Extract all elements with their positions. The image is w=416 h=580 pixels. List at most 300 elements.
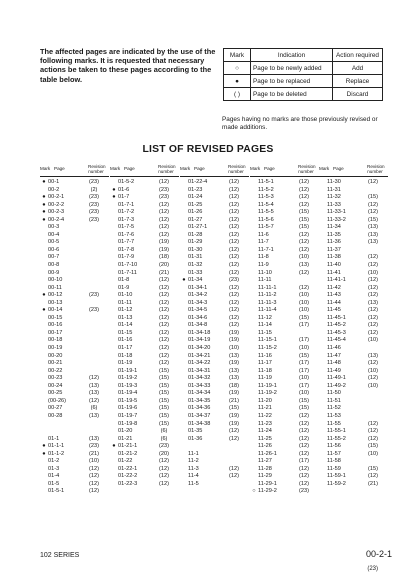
revision-number: (12) <box>159 299 169 306</box>
page-row <box>319 209 388 217</box>
page-row <box>110 307 179 315</box>
page-id: 00-2-4 <box>48 216 65 223</box>
revision-number: (12) <box>229 307 239 314</box>
revision-number: (19) <box>229 390 239 397</box>
revision-note: Pages having no marks are those previously revised or made additions. <box>222 116 378 131</box>
page-row <box>250 413 319 421</box>
page-row <box>250 390 319 398</box>
revision-number: (13) <box>368 299 378 306</box>
revision-number: (12) <box>229 473 239 480</box>
page-row <box>250 428 319 436</box>
revision-mark: ● <box>112 186 116 193</box>
page-row <box>180 345 249 353</box>
revision-number: (23) <box>89 443 99 450</box>
page-id: 00-13 <box>48 299 63 306</box>
legend-mark-replace: ● <box>224 75 251 88</box>
page-id: 00-24 <box>48 382 63 389</box>
page-id: 01-34-2 <box>188 292 208 299</box>
page-id: 11-11 <box>258 277 272 284</box>
page-id: 11-55-1 <box>327 428 346 435</box>
page-id: 01-34-31 <box>188 367 211 374</box>
revision-number: (12) <box>299 443 309 450</box>
page-id: 00-18 <box>48 337 63 344</box>
page-id: 01-2 <box>48 458 60 465</box>
page-id: 00-1 <box>48 179 60 185</box>
revision-number: (12) <box>299 480 309 487</box>
column-header <box>40 162 109 177</box>
revision-number: (10) <box>368 450 378 457</box>
page-row <box>250 443 319 451</box>
page-id: 01-27-1 <box>188 224 208 231</box>
legend-mark-discard: ( ) <box>224 88 251 101</box>
page-id: 01-23 <box>188 186 203 193</box>
page-id: (00-26) <box>48 397 67 404</box>
page-row <box>40 436 109 444</box>
page-id: 01-14 <box>118 322 133 329</box>
page-id: 11-1 <box>188 450 199 457</box>
header-page: Page <box>54 166 65 171</box>
page-row <box>40 421 109 429</box>
revision-number: (12) <box>229 299 239 306</box>
page-id: 00-19 <box>48 345 63 352</box>
page-id: 01-26 <box>188 209 203 216</box>
revision-number: (20) <box>159 450 169 457</box>
revision-number: (23) <box>299 488 309 495</box>
page-row <box>40 428 109 436</box>
revision-number: (12) <box>159 345 169 352</box>
page-id: 11-57 <box>327 450 341 457</box>
header-mark: Mark <box>40 166 51 171</box>
revision-number: (15) <box>159 390 169 397</box>
page-row <box>319 232 388 240</box>
page-row <box>110 194 179 202</box>
page-row <box>319 300 388 308</box>
revision-number: (12) <box>368 277 378 284</box>
revision-number: (10) <box>368 367 378 374</box>
page-id: 01-34-32 <box>188 375 211 382</box>
revision-number: (12) <box>368 314 378 321</box>
legend-action-replace: Replace <box>333 75 383 88</box>
page-id: 01-33 <box>188 269 203 276</box>
page-id: 11-31 <box>327 186 341 193</box>
page-row <box>319 390 388 398</box>
revision-number: (12) <box>299 435 309 442</box>
page-row <box>180 368 249 376</box>
page-row <box>110 390 179 398</box>
page-id: 00-4 <box>48 231 60 238</box>
page-id: 01-18 <box>118 352 133 359</box>
page-id: 00-2 <box>48 186 60 193</box>
page-row <box>110 217 179 225</box>
page-row <box>110 330 179 338</box>
revision-number: (12) <box>159 216 169 223</box>
column-header <box>180 162 249 177</box>
page-row <box>40 473 109 481</box>
revision-number: (12) <box>229 194 239 201</box>
revision-number: (12) <box>159 458 169 465</box>
page-id: 11-16 <box>258 352 272 359</box>
page-id: 01-34-33 <box>188 382 211 389</box>
page-row <box>180 202 249 210</box>
page-row <box>180 179 249 187</box>
page-id: 01-30 <box>188 246 203 253</box>
page-row <box>180 315 249 323</box>
revision-mark: ● <box>42 216 46 223</box>
page-id: 11-33-2 <box>327 216 346 223</box>
page-row <box>110 345 179 353</box>
revision-mark: ● <box>42 209 46 216</box>
page-row <box>110 179 179 187</box>
page-row <box>180 254 249 262</box>
page-id: 01-17 <box>118 345 133 352</box>
page-id: 01-5 <box>48 480 60 487</box>
page-id: 11-30 <box>327 179 341 185</box>
page-id: 11-14 <box>258 322 272 329</box>
page-row <box>250 277 319 285</box>
page-row <box>40 202 109 210</box>
page-row <box>319 428 388 436</box>
revision-number: (12) <box>368 329 378 336</box>
page-id: 01-19-4 <box>118 390 138 397</box>
revision-number: (12) <box>229 269 239 276</box>
page-id: 01-7-9 <box>118 254 135 261</box>
page-row <box>180 360 249 368</box>
page-row <box>40 307 109 315</box>
revision-number: (15) <box>229 405 239 412</box>
page-row <box>40 209 109 217</box>
page-row <box>180 436 249 444</box>
revision-number: (12) <box>299 239 309 246</box>
page-row <box>250 262 319 270</box>
page-id: 11-52 <box>327 405 341 412</box>
page-row <box>250 398 319 406</box>
revision-number: (15) <box>159 382 169 389</box>
page-id: 11-49 <box>327 367 341 374</box>
revision-number: (10) <box>299 345 309 352</box>
page-row <box>319 383 388 391</box>
page-row <box>110 270 179 278</box>
revision-number: (10) <box>368 382 378 389</box>
page-id: 01-16 <box>118 337 133 344</box>
page-row <box>180 277 249 285</box>
page-id: 01-7-2 <box>118 209 135 216</box>
page-id: 11-34 <box>327 224 341 231</box>
page-row <box>110 443 179 451</box>
revision-number: (12) <box>299 450 309 457</box>
page-row <box>319 360 388 368</box>
page-id: 01-34-36 <box>188 405 211 412</box>
page-row <box>250 202 319 210</box>
page-row <box>250 458 319 466</box>
revision-mark: ● <box>42 450 46 457</box>
revision-mark: ● <box>42 443 46 450</box>
page-id: 00-6 <box>48 246 60 253</box>
page-row <box>180 209 249 217</box>
page-id: 01-34-22 <box>188 360 211 367</box>
revision-number: (12) <box>299 246 309 253</box>
page-row <box>250 232 319 240</box>
revision-number: (15) <box>299 216 309 223</box>
page-row <box>250 322 319 330</box>
page-row <box>40 277 109 285</box>
page-row <box>110 428 179 436</box>
page-id: 01-34-37 <box>188 412 211 419</box>
page-row <box>250 488 319 496</box>
page-row <box>40 239 109 247</box>
page-row <box>40 285 109 293</box>
pages-column <box>180 179 249 488</box>
revision-number: (20) <box>159 262 169 269</box>
header-revision: Revision number <box>88 164 106 174</box>
page-row <box>40 300 109 308</box>
page-id: 11-35 <box>327 231 341 238</box>
page-id: 11-5-3 <box>258 194 274 201</box>
column-header <box>250 162 319 177</box>
header-revision: Revision number <box>367 164 385 174</box>
page-row <box>110 466 179 474</box>
page-row <box>40 383 109 391</box>
page-id: 01-5-2 <box>118 179 135 185</box>
page-row <box>319 436 388 444</box>
revision-number: (10) <box>89 458 99 465</box>
page-id: 01-4 <box>48 473 60 480</box>
revision-number: (15) <box>368 194 378 201</box>
intro-text: The affected pages are indicated by the use of the following marks. It is requested that necessary actions be taken to these pages according to the table below. <box>40 47 216 84</box>
revision-number: (12) <box>299 473 309 480</box>
revision-number: (12) <box>159 284 169 291</box>
page-id: 00-7 <box>48 254 60 261</box>
revision-number: (12) <box>159 292 169 299</box>
revision-number: (15) <box>159 367 169 374</box>
revision-number: (12) <box>89 488 99 495</box>
page-id: 11-38 <box>327 254 341 261</box>
revision-number: (15) <box>159 405 169 412</box>
revision-number: (23) <box>159 194 169 201</box>
page-id: 01-19-1 <box>118 367 138 374</box>
page-id: 00-2-2 <box>48 201 65 208</box>
page-id: 00-17 <box>48 329 63 336</box>
page-id: 01-34-19 <box>188 337 211 344</box>
revision-number: (12) <box>229 246 239 253</box>
revision-number: (12) <box>229 284 239 291</box>
page-id: 11-22 <box>258 412 272 419</box>
page-row <box>110 405 179 413</box>
revision-number: (13) <box>229 352 239 359</box>
header-page: Page <box>194 166 205 171</box>
page-id: 11-41 <box>327 269 341 276</box>
page-id: 01-32 <box>188 262 203 269</box>
revision-number: (10) <box>229 345 239 352</box>
legend-indication-discard: Page to be deleted <box>251 88 333 101</box>
page-id: 11-49-1 <box>327 375 346 382</box>
revision-number: (13) <box>368 224 378 231</box>
page-id: 01-34-34 <box>188 390 211 397</box>
revision-number: (12) <box>368 209 378 216</box>
revision-number: (12) <box>368 201 378 208</box>
page-id: 01-7-6 <box>118 231 135 238</box>
page-id: 01-9 <box>118 284 130 291</box>
page-row <box>180 390 249 398</box>
revision-number: (10) <box>299 254 309 261</box>
page-row <box>110 458 179 466</box>
page-id: 00-27 <box>48 405 63 412</box>
page-row <box>40 398 109 406</box>
column-header <box>110 162 179 177</box>
page-row <box>319 451 388 459</box>
revision-number: (23) <box>89 201 99 208</box>
revision-number: (18) <box>229 382 239 389</box>
revision-number: (12) <box>159 322 169 329</box>
page-row <box>40 232 109 240</box>
page-row <box>110 209 179 217</box>
revision-number: (12) <box>368 375 378 382</box>
revision-number: (13) <box>229 367 239 374</box>
page-id: 11-5-7 <box>258 224 274 231</box>
page-id: 01-19-5 <box>118 397 138 404</box>
page-id: 11-49-2 <box>327 382 346 389</box>
page-id: 00-21 <box>48 360 63 367</box>
page-id: 11-47 <box>327 352 341 359</box>
page-row <box>110 277 179 285</box>
page-row <box>319 270 388 278</box>
revision-number: (23) <box>89 216 99 223</box>
revision-number: (12) <box>229 179 239 185</box>
revision-number: (12) <box>299 269 309 276</box>
page-row <box>40 247 109 255</box>
page-id: 11-45-2 <box>327 322 346 329</box>
revision-number: (10) <box>299 375 309 382</box>
page-id: 11-11-4 <box>258 307 277 314</box>
page-id: 00-16 <box>48 322 63 329</box>
page-row <box>319 179 388 187</box>
page-id: 11-45-3 <box>327 329 346 336</box>
page-id: 01-34-20 <box>188 345 211 352</box>
revision-number: (15) <box>299 397 309 404</box>
page-id: 01-19-7 <box>118 412 138 419</box>
page-row <box>180 322 249 330</box>
page-row <box>110 292 179 300</box>
revision-number: (12) <box>229 209 239 216</box>
header-revision: Revision number <box>298 164 316 174</box>
page-row <box>40 179 109 187</box>
page-row <box>180 337 249 345</box>
revision-number: (10) <box>368 269 378 276</box>
page-row <box>180 353 249 361</box>
revision-number: (12) <box>159 277 169 284</box>
page-id: 00-3 <box>48 224 60 231</box>
page-row <box>250 270 319 278</box>
page-row <box>110 247 179 255</box>
revision-number: (13) <box>89 390 99 397</box>
page-id: 11-18 <box>258 367 272 374</box>
revised-pages-grid <box>40 162 386 533</box>
page-row <box>319 466 388 474</box>
page-row <box>319 345 388 353</box>
revision-number: (15) <box>368 443 378 450</box>
page-row <box>110 383 179 391</box>
pages-column <box>110 179 179 488</box>
page-row <box>40 224 109 232</box>
page-id: 01-22-2 <box>118 473 138 480</box>
page-id: 11-45-1 <box>327 314 346 321</box>
page-row <box>180 270 249 278</box>
page-id: 01-11 <box>118 299 132 306</box>
revision-mark: ● <box>42 201 46 208</box>
page-id: 01-1-2 <box>48 450 65 457</box>
revision-number: (12) <box>89 397 99 404</box>
page-id: 11-50 <box>327 390 341 397</box>
page-id: 01-35 <box>188 428 203 435</box>
header-revision: Revision number <box>228 164 246 174</box>
page-row <box>180 413 249 421</box>
page-id: 01-21-2 <box>118 450 138 457</box>
page-row <box>319 187 388 195</box>
page-id: 11-51 <box>327 397 341 404</box>
page-row <box>319 194 388 202</box>
page-id: 11-53 <box>327 412 341 419</box>
page-id: 00-20 <box>48 352 63 359</box>
page-id: 00-14 <box>48 307 63 314</box>
page-id: 11-9 <box>258 262 269 269</box>
revision-number: (12) <box>368 307 378 314</box>
page-row <box>180 428 249 436</box>
revision-mark: ● <box>42 307 46 314</box>
revision-number: (23) <box>159 443 169 450</box>
page-id: 11-7 <box>258 239 269 246</box>
pages-column <box>40 179 109 496</box>
page-id: 11-19-2 <box>258 390 277 397</box>
page-row <box>319 202 388 210</box>
page-id: 01-3 <box>48 465 60 472</box>
revision-mark: ● <box>182 277 186 284</box>
page-row <box>180 307 249 315</box>
page-id: 01-5-1 <box>48 488 65 495</box>
revision-number: (15) <box>368 216 378 223</box>
page-id: 01-22-1 <box>118 465 138 472</box>
page-row <box>110 337 179 345</box>
page-id: 11-11-2 <box>258 292 277 299</box>
page-id: 01-28 <box>188 231 203 238</box>
revision-number: (12) <box>159 201 169 208</box>
page-id: 11-48 <box>327 360 341 367</box>
pages-column <box>250 179 319 496</box>
revision-number: (12) <box>159 465 169 472</box>
revision-number: (12) <box>229 428 239 435</box>
revision-number: (12) <box>368 473 378 480</box>
page-id: 01-7 <box>118 194 130 201</box>
header-mark: Mark <box>110 166 121 171</box>
page-row <box>40 254 109 262</box>
page-id: 11-19 <box>258 375 272 382</box>
page-id: 11-8 <box>258 254 269 261</box>
revision-number: (21) <box>368 480 378 487</box>
page-row <box>40 368 109 376</box>
page-row <box>40 390 109 398</box>
revision-number: (15) <box>159 420 169 427</box>
page-revision: (23) <box>367 566 378 572</box>
page-row <box>110 368 179 376</box>
page-row <box>40 458 109 466</box>
page-id: 01-15 <box>118 329 133 336</box>
page-row <box>250 473 319 481</box>
page-row <box>40 488 109 496</box>
page-id: 00-8 <box>48 262 60 269</box>
page-row <box>250 187 319 195</box>
revision-number: (12) <box>89 375 99 382</box>
page-row <box>250 209 319 217</box>
page-row <box>180 292 249 300</box>
legend-row-add <box>224 62 383 75</box>
